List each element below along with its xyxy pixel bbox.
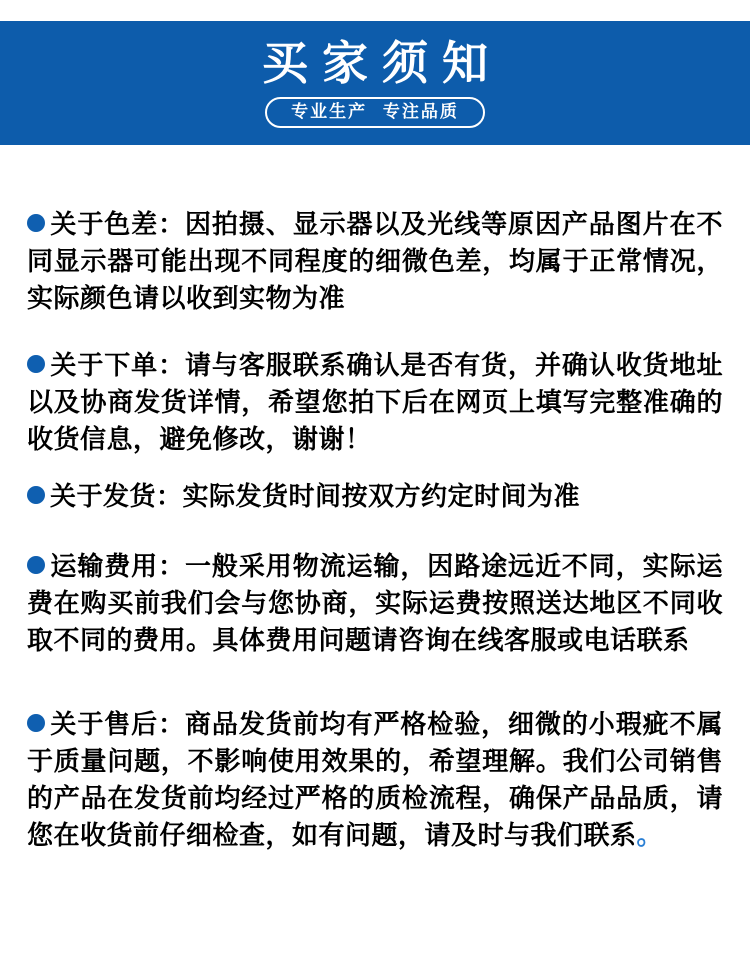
- notice-text: 运输费用：一般采用物流运输，因路途远近不同，实际运费在购买前我们会与您协商，实际运费按照送达地区不同收取不同的费用。具体费用问题请咨询在线客服或电话联系: [27, 552, 723, 656]
- bullet-icon: [27, 355, 45, 373]
- buyer-notice-page: [0, 21, 750, 956]
- header-banner: [0, 21, 750, 145]
- notice-ordering: [27, 348, 723, 459]
- notice-text: 关于下单：请与客服联系确认是否有货，并确认收货地址以及协商发货详情，希望您拍下后在网页上填写完整准确的收货信息，避免修改，谢谢！: [27, 351, 723, 455]
- notice-color-difference: [27, 207, 723, 318]
- notice-after-sales: [27, 707, 723, 855]
- tagline-pill: 专业生产 专注品质: [265, 97, 485, 128]
- bullet-icon: [27, 714, 45, 732]
- notice-text: 关于发货：实际发货时间按双方约定时间为准: [50, 482, 581, 512]
- notice-text: 关于售后：商品发货前均有严格检验，细微的小瑕疵不属于质量问题，不影响使用效果的，希望理解。我们公司销售的产品在发货前均经过严格的质检流程，确保产品品质，请您在收货前仔细检查，如有问题，请及时与我们联系: [27, 710, 723, 851]
- bullet-icon: [27, 486, 45, 504]
- notice-suffix: 。: [636, 821, 664, 851]
- page-title: 买家须知: [262, 35, 502, 90]
- notice-text: 关于色差：因拍摄、显示器以及光线等原因产品图片在不同显示器可能出现不同程度的细微色差，均属于正常情况，实际颜色请以收到实物为准: [27, 210, 723, 314]
- bullet-icon: [27, 214, 45, 232]
- notice-freight-cost: [27, 549, 723, 660]
- notice-shipping: [27, 479, 723, 516]
- notice-list: [0, 207, 750, 855]
- bullet-icon: [27, 556, 45, 574]
